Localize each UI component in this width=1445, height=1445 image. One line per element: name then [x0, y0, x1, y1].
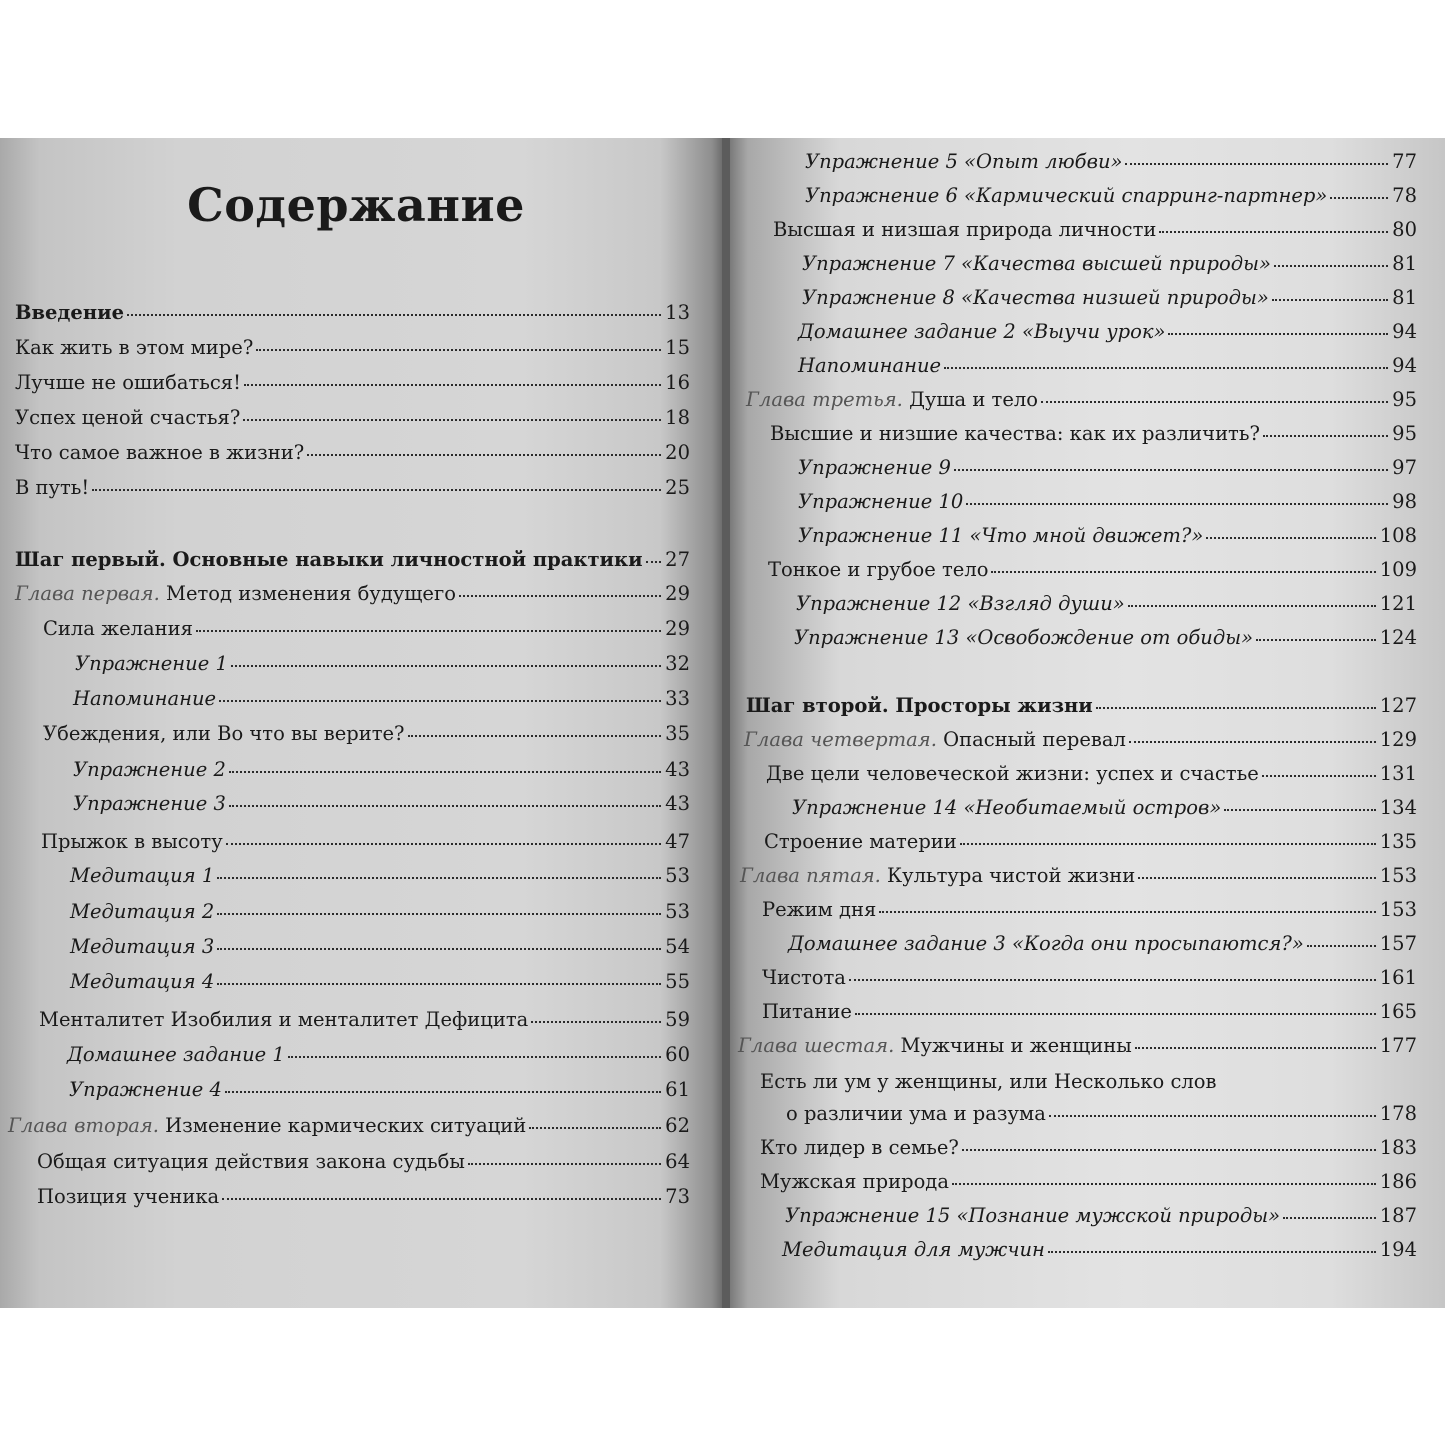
toc-entry-label: Упражнение 12 «Взгляд души» [796, 592, 1125, 615]
toc-entry[interactable] [798, 458, 1417, 478]
toc-entry[interactable] [798, 322, 1417, 342]
dot-leader [1159, 231, 1388, 233]
dot-leader [1256, 639, 1376, 641]
dot-leader [225, 1091, 661, 1093]
toc-page-number: 29 [665, 617, 690, 640]
toc-entry[interactable] [782, 1240, 1417, 1260]
toc-page-number: 161 [1379, 966, 1417, 989]
toc-chapter[interactable] [744, 730, 1417, 750]
toc-entry-label: Успех ценой счастья? [15, 406, 241, 429]
toc-entry-label: Упражнение 6 «Кармический спарринг-партнер» [805, 184, 1328, 207]
toc-page-number: 78 [1392, 184, 1417, 207]
right-page [730, 138, 1445, 1308]
toc-entry[interactable] [39, 1010, 690, 1030]
toc-page-number: 47 [665, 830, 690, 853]
dot-leader [1096, 707, 1376, 709]
toc-entry[interactable] [15, 408, 690, 428]
toc-page-number: 134 [1379, 796, 1417, 819]
chapter-prefix: Глава шестая. [738, 1034, 895, 1057]
toc-entry[interactable] [43, 619, 690, 639]
toc-page-number: 194 [1379, 1238, 1417, 1261]
toc-entry[interactable] [766, 764, 1417, 784]
toc-entry-label: Упражнение 7 «Качества высшей природы» [802, 252, 1271, 275]
toc-entry[interactable] [15, 443, 690, 463]
toc-page-number: 165 [1379, 1000, 1417, 1023]
dot-leader [962, 1149, 1376, 1151]
dot-leader [1125, 163, 1388, 165]
toc-entry-label: Упражнение 9 [798, 456, 951, 479]
toc-entry[interactable] [786, 1104, 1417, 1124]
toc-entry-label: Шаг первый. Основные навыки личностной практики [15, 548, 643, 571]
toc-entry-label: Изменение кармических ситуаций [165, 1114, 527, 1137]
toc-entry-label: Тонкое и грубое тело [768, 558, 989, 581]
toc-entry[interactable] [768, 560, 1417, 580]
toc-entry-label: Упражнение 4 [69, 1078, 222, 1101]
toc-entry[interactable] [764, 832, 1417, 852]
chapter-prefix: Глава первая. [15, 582, 160, 605]
toc-page-number: 59 [665, 1008, 690, 1031]
toc-page-number: 55 [665, 970, 690, 993]
dot-leader [468, 1163, 661, 1165]
dot-leader [531, 1021, 661, 1023]
toc-entry[interactable] [792, 798, 1417, 818]
dot-leader [1135, 1047, 1376, 1049]
toc-entry-label: Прыжок в высоту [41, 830, 223, 853]
book-gutter [722, 138, 730, 1308]
toc-page-number: 183 [1379, 1136, 1417, 1159]
dot-leader [1128, 605, 1376, 607]
dot-leader [231, 665, 661, 667]
toc-page-number: 127 [1379, 694, 1417, 717]
toc-entry[interactable] [15, 478, 690, 498]
dot-leader [1138, 877, 1375, 879]
toc-page-number: 178 [1379, 1102, 1417, 1125]
toc-entry-label: Упражнение 10 [798, 490, 964, 513]
toc-page-number: 157 [1379, 932, 1417, 955]
toc-chapter[interactable] [740, 866, 1417, 886]
toc-entry[interactable] [798, 356, 1417, 376]
dot-leader [991, 571, 1375, 573]
chapter-prefix: Глава вторая. [8, 1114, 159, 1137]
dot-leader [196, 630, 661, 632]
toc-chapter[interactable] [15, 584, 690, 604]
dot-leader [646, 561, 662, 563]
toc-section-heading[interactable] [746, 696, 1417, 716]
toc-page-number: 53 [665, 864, 690, 887]
dot-leader [244, 384, 661, 386]
toc-entry-label: Опасный перевал [943, 728, 1126, 751]
toc-page-number: 186 [1379, 1170, 1417, 1193]
dot-leader [1262, 775, 1376, 777]
toc-entry-label: Общая ситуация действия закона судьбы [37, 1150, 465, 1173]
dot-leader [92, 489, 661, 491]
toc-page-number: 15 [665, 336, 690, 359]
toc-entry[interactable] [37, 1152, 690, 1172]
dot-leader [408, 735, 662, 737]
toc-page-number: 61 [665, 1078, 690, 1101]
toc-page-number: 77 [1392, 150, 1417, 173]
dot-leader [229, 771, 661, 773]
toc-entry-label: Упражнение 15 «Познание мужской природы» [785, 1204, 1281, 1227]
dot-leader [529, 1127, 661, 1129]
toc-entry-label: Шаг второй. Просторы жизни [746, 694, 1093, 717]
dot-leader [855, 1013, 1376, 1015]
toc-entry-label: Культура чистой жизни [887, 864, 1136, 887]
toc-entry[interactable] [69, 1080, 690, 1100]
toc-page-number: 129 [1379, 728, 1417, 751]
toc-entry-label: Напоминание [73, 687, 217, 710]
toc-entry-label: Чистота [762, 966, 846, 989]
toc-entry[interactable] [73, 760, 690, 780]
dot-leader [1041, 401, 1388, 403]
dot-leader [217, 877, 661, 879]
toc-page-number: 94 [1392, 354, 1417, 377]
toc-page-number: 29 [665, 582, 690, 605]
toc-entry-label: Позиция ученика [37, 1185, 220, 1208]
toc-page-number: 131 [1379, 762, 1417, 785]
dot-leader [229, 805, 661, 807]
toc-entry[interactable] [762, 968, 1417, 988]
toc-entry-label: Строение материи [764, 830, 957, 853]
toc-entry-label: Высшая и низшая природа личности [773, 218, 1157, 241]
toc-page-number: 16 [665, 371, 690, 394]
toc-entry[interactable] [805, 186, 1417, 206]
toc-entry-label: Упражнение 2 [73, 758, 226, 781]
dot-leader [966, 503, 1388, 505]
toc-page-number: 13 [665, 301, 690, 324]
toc-page-number: 95 [1392, 422, 1417, 445]
toc-page-number: 62 [665, 1114, 690, 1137]
toc-entry[interactable] [802, 254, 1417, 274]
toc-entry-label: о различии ума и разума [786, 1102, 1046, 1125]
dot-leader [288, 1056, 661, 1058]
toc-page-number: 135 [1379, 830, 1417, 853]
dot-leader [879, 911, 1375, 913]
toc-page-number: 97 [1392, 456, 1417, 479]
toc-page-number: 95 [1392, 388, 1417, 411]
toc-entry-label: Медитация 3 [70, 935, 215, 958]
toc-entry-label: Кто лидер в семье? [760, 1136, 959, 1159]
toc-entry[interactable] [70, 972, 690, 992]
toc-entry[interactable] [796, 594, 1417, 614]
toc-entry[interactable] [15, 338, 690, 358]
toc-chapter[interactable] [746, 390, 1417, 410]
dot-leader [217, 983, 661, 985]
toc-page-number: 187 [1379, 1204, 1417, 1227]
toc-page-number: 109 [1379, 558, 1417, 581]
toc-entry-label: Медитация 4 [70, 970, 215, 993]
toc-page-number: 81 [1392, 286, 1417, 309]
toc-entry[interactable] [798, 526, 1417, 546]
toc-entry-label: Упражнение 8 «Качества низшей природы» [802, 286, 1269, 309]
toc-entry-label: Как жить в этом мире? [15, 336, 254, 359]
toc-entry[interactable] [73, 689, 690, 709]
toc-entry-label: Питание [762, 1000, 852, 1023]
toc-page-number: 98 [1392, 490, 1417, 513]
toc-entry[interactable] [43, 724, 690, 744]
toc-entry-label: Режим дня [762, 898, 877, 921]
toc-page-number: 43 [665, 758, 690, 781]
toc-entry[interactable] [75, 654, 690, 674]
toc-entry-label: Медитация 1 [70, 864, 215, 887]
toc-entry-label: Мужчины и женщины [900, 1034, 1132, 1057]
toc-entry-label: Убеждения, или Во что вы верите? [43, 722, 405, 745]
toc-entry-label: Душа и тело [909, 388, 1038, 411]
toc-entry-label: В путь! [15, 476, 90, 499]
dot-leader [1168, 333, 1388, 335]
toc-chapter[interactable] [8, 1116, 690, 1136]
toc-entry[interactable] [41, 832, 690, 852]
toc-page-number: 121 [1379, 592, 1417, 615]
dot-leader [1263, 435, 1388, 437]
toc-entry-label: Упражнение 14 «Необитаемый остров» [792, 796, 1222, 819]
dot-leader [952, 1183, 1376, 1185]
toc-entry[interactable] [773, 220, 1417, 240]
dot-leader [1224, 809, 1376, 811]
toc-entry[interactable] [70, 937, 690, 957]
dot-leader [1283, 1217, 1376, 1219]
toc-entry[interactable] [770, 424, 1417, 444]
toc-entry[interactable] [805, 152, 1417, 172]
dot-leader [217, 948, 661, 950]
dot-leader [219, 700, 661, 702]
toc-entry-label: Упражнение 13 «Освобождение от обиды» [794, 626, 1254, 649]
page-title: Содержание [187, 178, 525, 232]
toc-entry-label: Менталитет Изобилия и менталитет Дефицита [39, 1008, 529, 1031]
chapter-prefix: Глава третья. [746, 388, 903, 411]
toc-page-number: 33 [665, 687, 690, 710]
dot-leader [459, 595, 661, 597]
dot-leader [1206, 537, 1376, 539]
toc-entry-label: Напоминание [798, 354, 942, 377]
toc-entry[interactable] [760, 1172, 1417, 1192]
toc-page-number: 20 [665, 441, 690, 464]
dot-leader [1129, 741, 1376, 743]
toc-page-number: 43 [665, 792, 690, 815]
toc-entry-label: Медитация 2 [70, 900, 215, 923]
toc-page-number: 27 [665, 548, 690, 571]
toc-entry-label: Упражнение 1 [75, 652, 228, 675]
dot-leader [1307, 945, 1376, 947]
toc-entry-label: Упражнение 5 «Опыт любви» [805, 150, 1123, 173]
dot-leader [1330, 197, 1388, 199]
toc-entry[interactable] [762, 1002, 1417, 1022]
toc-entry-first-line: Есть ли ум у женщины, или Несколько слов [760, 1070, 1217, 1093]
toc-entry[interactable] [37, 1187, 690, 1207]
toc-entry-label: Упражнение 11 «Что мной движет?» [798, 524, 1204, 547]
toc-page-number: 108 [1379, 524, 1417, 547]
toc-entry[interactable] [67, 1045, 690, 1065]
toc-entry-label: Введение [15, 301, 124, 324]
toc-page-number: 35 [665, 722, 690, 745]
toc-page-number: 80 [1392, 218, 1417, 241]
toc-page-number: 18 [665, 406, 690, 429]
toc-entry-label: Мужская природа [760, 1170, 949, 1193]
dot-leader [1049, 1115, 1376, 1117]
dot-leader [960, 843, 1376, 845]
toc-entry-label: Домашнее задание 1 [67, 1043, 285, 1066]
toc-entry[interactable] [15, 303, 690, 323]
chapter-prefix: Глава четвертая. [744, 728, 937, 751]
dot-leader [1048, 1251, 1376, 1253]
dot-leader [849, 979, 1376, 981]
toc-page-number: 153 [1379, 898, 1417, 921]
toc-entry-label: Метод изменения будущего [166, 582, 456, 605]
toc-page-number: 64 [665, 1150, 690, 1173]
toc-entry[interactable] [794, 628, 1417, 648]
toc-entry[interactable] [802, 288, 1417, 308]
toc-entry-label: Домашнее задание 2 «Выучи урок» [798, 320, 1166, 343]
toc-entry[interactable] [760, 1138, 1417, 1158]
toc-entry-label: Что самое важное в жизни? [15, 441, 305, 464]
toc-entry-label: Лучше не ошибаться! [15, 371, 241, 394]
toc-chapter[interactable] [738, 1036, 1417, 1056]
toc-entry[interactable] [70, 866, 690, 886]
dot-leader [222, 1198, 661, 1200]
toc-entry[interactable] [15, 373, 690, 393]
toc-page-number: 73 [665, 1185, 690, 1208]
dot-leader [217, 913, 661, 915]
toc-entry[interactable] [788, 934, 1417, 954]
dot-leader [1272, 299, 1388, 301]
toc-page-number: 124 [1379, 626, 1417, 649]
toc-page-number: 53 [665, 900, 690, 923]
toc-entry[interactable] [70, 902, 690, 922]
dot-leader [954, 469, 1388, 471]
toc-page-number: 25 [665, 476, 690, 499]
dot-leader [256, 349, 661, 351]
toc-entry[interactable] [762, 900, 1417, 920]
dot-leader [127, 314, 661, 316]
left-page [0, 138, 722, 1308]
chapter-prefix: Глава пятая. [740, 864, 881, 887]
toc-page-number: 177 [1379, 1034, 1417, 1057]
toc-entry[interactable] [798, 492, 1417, 512]
dot-leader [1274, 265, 1388, 267]
toc-entry-label: Сила желания [43, 617, 193, 640]
toc-page-number: 60 [665, 1043, 690, 1066]
toc-page-number: 94 [1392, 320, 1417, 343]
toc-entry-label: Две цели человеческой жизни: успех и счастье [766, 762, 1259, 785]
toc-page-number: 32 [665, 652, 690, 675]
toc-entry-label: Медитация для мужчин [782, 1238, 1045, 1261]
toc-entry[interactable] [73, 794, 690, 814]
toc-entry[interactable] [785, 1206, 1417, 1226]
dot-leader [944, 367, 1388, 369]
toc-page-number: 153 [1379, 864, 1417, 887]
dot-leader [307, 454, 661, 456]
toc-page-number: 81 [1392, 252, 1417, 275]
toc-section-heading[interactable] [15, 550, 690, 570]
toc-entry-label: Высшие и низшие качества: как их различить? [770, 422, 1260, 445]
toc-page-number: 54 [665, 935, 690, 958]
dot-leader [226, 843, 662, 845]
toc-entry-label: Упражнение 3 [73, 792, 226, 815]
dot-leader [243, 419, 661, 421]
toc-entry-label: Домашнее задание 3 «Когда они просыпаются?» [788, 932, 1304, 955]
